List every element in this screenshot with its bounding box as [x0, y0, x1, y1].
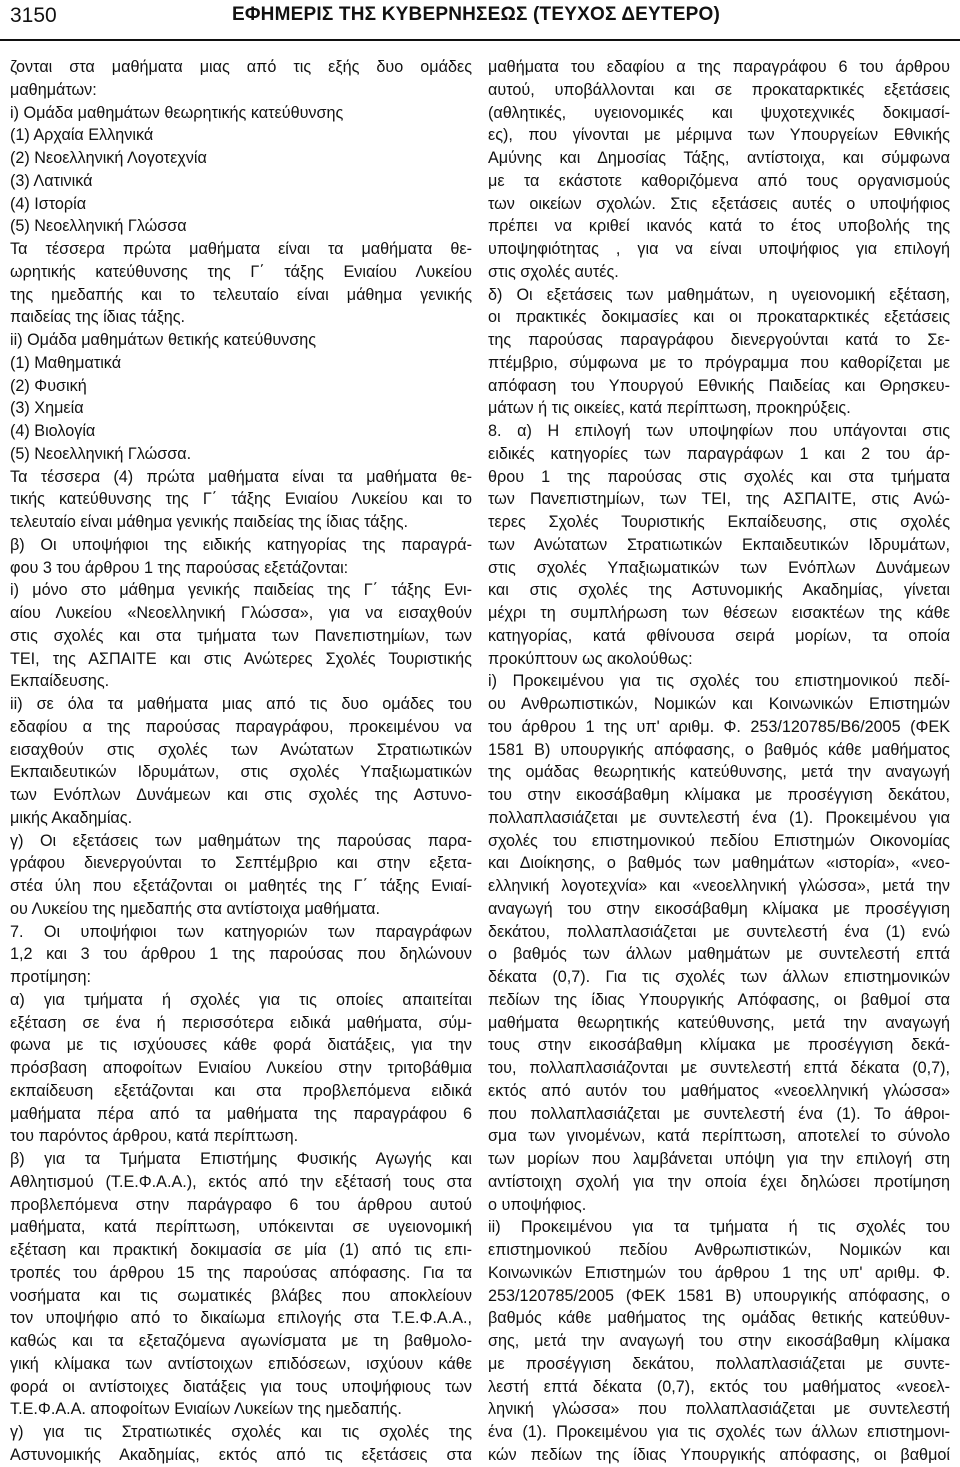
text-line: της παρούσας παραγράφου διενεργούνται κατά το Σε-: [488, 331, 950, 349]
text-line: (1) Αρχαία Ελληνικά: [10, 126, 154, 145]
text-line: παιδείας της ίδιας τάξης.: [10, 308, 186, 327]
text-line: επιστημονικού πεδίου Ανθρωπιστικών, Νομικών και: [488, 1241, 950, 1259]
text-line: (αθλητικές, υγειονομικές και ψυχοτεχνικές δοκιμασί-: [488, 103, 950, 122]
text-line: ii) Ομάδα μαθημάτων θετικής κατεύθυνσης: [10, 331, 317, 349]
text-line: ο υποψήφιος.: [488, 1195, 587, 1214]
text-line: πτέμβριο, σύμφωνα με το πρόγραμμα που καθορίζεται με: [488, 353, 950, 372]
text-line: ζονται στα μαθήματα μιας από τις εξής δυο ομάδες: [10, 58, 472, 76]
text-line: (2) Νεοελληνική Λογοτεχνία: [10, 149, 207, 167]
text-line: ειδικές κατηγορίες των παραγράφων 1 και 2 του άρ-: [488, 444, 950, 463]
text-line: ελληνική λογοτεχνία» και «νεοελληνική γλώσσα», μετά την: [488, 877, 950, 895]
text-line: γράφου διενεργούνται το Σεπτέμβριο και στην εξετα-: [10, 854, 472, 873]
text-line: του παρόντος άρθρου, κατά περίπτωση.: [10, 1127, 299, 1146]
text-line: δεκάτου, πολλαπλασιάζεται με συντελεστή ένα (1) ενώ: [488, 922, 950, 941]
text-line: ληνική γλώσσα» που πολλαπλασιάζεται με συντελεστή: [488, 1400, 950, 1419]
text-line: Αστυνομικής Ακαδημίας, εκτός από τις εξετάσεις στα: [10, 1445, 472, 1464]
text-line: ες), που γίνονται με μέριμνα των Υπουργείων Εθνικής: [488, 126, 950, 145]
text-line: (3) Λατινικά: [10, 171, 93, 190]
text-line: σμα των γινομένων, κατά περίπτωση, αποτελεί το σύνολο: [488, 1127, 950, 1146]
text-line: i) Προκειμένου για τις σχολές του επιστημονικού πεδί-: [488, 672, 950, 691]
text-line: των Ενόπλων Δυνάμεων και στις σχολές της Αστυνο-: [10, 786, 472, 804]
text-line: προτίμηση:: [10, 968, 91, 986]
text-line: αναγωγή του στην εικοσάβαθμη κλίμακα με προσέγγιση: [488, 899, 950, 918]
text-line: (1) Μαθηματικά: [10, 353, 122, 372]
text-line: φου 3 του άρθρου 1 της παρούσας εξετάζονται:: [10, 558, 349, 577]
text-line: εκτός από αυτόν του μαθήματος «νεοελληνική γλώσσα»: [488, 1081, 950, 1100]
text-line: σχολές του επιστημονικού πεδίου Επιστημών Οικονομίας: [488, 831, 950, 850]
text-line: (5) Νεοελληνική Γλώσσα: [10, 217, 187, 236]
text-line: πρέπει να κριθεί ικανός κατά το έτος υποβολής της: [488, 217, 950, 236]
text-line: 7. Οι υποψήφιοι των κατηγοριών των παραγράφων: [10, 922, 472, 941]
text-line: ii) σε όλα τα μαθήματα μιας από τις δυο ομάδες του: [10, 695, 472, 713]
text-line: του άρθρου 1 της υπ' αριθμ. Φ. 253/120785/Β6/2005 (ΦΕΚ: [488, 717, 950, 736]
text-line: ii) Προκειμένου για τα τμήματα ή τις σχολές του: [488, 1218, 950, 1237]
text-line: με τα εκάστοτε καθοριζόμενα από τους οργανισμούς: [488, 171, 950, 190]
text-line: α) για τμήματα ή σχολές για τις οποίες απαιτείται: [10, 990, 472, 1009]
text-line: τικής κατεύθυνσης της Γ΄ τάξης Ενιαίου Λυκείου και το: [10, 490, 472, 509]
text-line: αντίστοιχη σχολή για την οποία έχει δηλώσει προτίμηση: [488, 1172, 950, 1191]
text-line: αυτού, υποβάλλονται και σε προκαταρκτικές εξετάσεις: [488, 80, 950, 99]
text-line: φορά οι αντίστοιχες διατάξεις για τους υποψήφιους των: [10, 1377, 472, 1396]
text-line: κών πεδίων της ίδιας Υπουργικής απόφασης, οι βαθμοί: [488, 1445, 950, 1464]
text-line: υποψηφιότητας , για να είναι υποψήφιος για επιλογή: [488, 240, 950, 258]
text-line: στις σχολές και στα τμήματα των Πανεπιστημίων, των: [10, 626, 472, 645]
text-line: μαθήματα, κατά περίπτωση, υπόκεινται σε υγειονομική: [10, 1218, 472, 1237]
text-line: ο βαθμός των άλλων μαθημάτων με συντελεστή επτά: [488, 945, 950, 964]
text-line: στις σχολές αυτές.: [488, 262, 619, 281]
text-line: τροπές του άρθρου 15 της παρούσας απόφασης. Για τα: [10, 1263, 472, 1282]
text-line: (2) Φυσική: [10, 376, 87, 395]
text-line: πολλαπλασιάζεται με συντελεστή ένα (1). Προκειμένου για: [488, 808, 950, 827]
text-line: Εκπαίδευσης.: [10, 672, 110, 691]
text-line: ωρητικής κατεύθυνσης της Γ΄ τάξης Ενιαίου Λυκείου: [10, 262, 472, 281]
text-line: ΤΕΙ, της ΑΣΠΑΙΤΕ και στις Ανώτερες Σχολές Τουριστικής: [10, 649, 472, 668]
text-line: ένα (1). Προκειμένου για τις σχολές των άλλων επιστημονι-: [488, 1423, 950, 1441]
text-line: (5) Νεοελληνική Γλώσσα.: [10, 444, 192, 463]
text-line: Τα τέσσερα (4) πρώτα μαθήματα είναι τα μαθήματα θε-: [10, 467, 472, 486]
text-line: τον υποψήφιο από το δικαίωμα επιλογής στα Τ.Ε.Φ.Α.Α.,: [10, 1309, 472, 1328]
text-line: Αθλητισμού (Τ.Ε.Φ.Α.Α.), εκτός από την εξέτασή τους στα: [10, 1172, 472, 1191]
text-line: μαθήματα πέρα από τα μαθήματα της παραγράφου 6: [10, 1104, 472, 1123]
text-line: μέχρι τη συμπλήρωση των θέσεων εισακτέων της κάθε: [488, 604, 950, 622]
text-line: β) Οι υποψήφιοι της ειδικής κατηγορίας της παραγρά-: [10, 535, 472, 554]
text-line: καθώς και τα εξεταζόμενα αγωνίσματα με τη βαθμολο-: [10, 1332, 472, 1350]
text-line: κατηγορίας, κατά φθίνουσα σειρά μορίων, τα οποία: [488, 626, 950, 645]
text-line: σης, μετά την αναγωγή του στην εικοσάβαθμη κλίμακα: [488, 1332, 950, 1350]
text-line: μαθήματα του εδαφίου α της παραγράφου 6 του άρθρου: [488, 58, 950, 76]
text-line: Αμύνης και Δημοσίας Τάξης, αντίστοιχα, και σύμφωνα: [488, 149, 950, 167]
text-line: οι πρακτικές δοκιμασίες και οι προκαταρκτικές εξετάσεις: [488, 308, 950, 327]
text-line: με προσέγγιση δεκάτου, πολλαπλασιάζεται με συντε-: [488, 1354, 950, 1373]
text-line: β) για τα Τμήματα Επιστήμης Φυσικής Αγωγής και: [10, 1150, 472, 1168]
text-line: στις σχολές Υπαξιωματικών των Ενόπλων Δυνάμεων: [488, 558, 950, 577]
text-line: 1581 Β) υπουργικής απόφασης, ο βαθμός κάθε μαθήματος: [488, 740, 950, 759]
text-line: μάτων ή τις οικείες, κατά περίπτωση, προκηρύξεις.: [488, 399, 851, 418]
right-text-column: [488, 56, 950, 1464]
text-line: εισαχθούν στις σχολές των Ανώτατων Στρατιωτικών: [10, 740, 472, 759]
text-line: μαθημάτων:: [10, 80, 97, 99]
text-line: του, πολλαπλασιάζονται με συντελεστή επτά δέκατα (0,7),: [488, 1059, 950, 1077]
text-line: τερες Σχολές Τουριστικής Εκπαίδευσης, στις σχολές: [488, 513, 950, 531]
text-line: μικής Ακαδημίας.: [10, 808, 133, 827]
text-line: της ημεδαπής και το τελευταίο είναι μάθημα γενικής: [10, 285, 472, 304]
text-line: φωνα με τις ισχύουσες κάθε φορά διατάξεις, για την: [10, 1036, 472, 1055]
text-line: Εκπαιδευτικών Ιδρυμάτων, στις σχολές Υπαξιωματικών: [10, 763, 472, 782]
text-line: εξέταση και πρακτική δοκιμασία σε μία (1) από τις επι-: [10, 1241, 472, 1259]
text-line: i) Ομάδα μαθημάτων θεωρητικής κατεύθυνσης: [10, 103, 344, 122]
text-line: μαθήματα θεωρητικής κατεύθυνσης, μετά την αναγωγή: [488, 1013, 950, 1032]
text-line: που πολλαπλασιάζεται με συντελεστή ένα (1). Το άθροι-: [488, 1104, 950, 1123]
text-line: πεδίων της ίδιας Υπουργικής Απόφασης, οι βαθμοί στα: [488, 990, 950, 1009]
text-line: εδαφίου α της παρούσας παραγράφου, προκειμένου να: [10, 717, 472, 736]
text-line: θρου 1 της παρούσας στις σχολές και στα τμήματα: [488, 467, 950, 486]
text-line: λεστή επτά δέκατα (0,7), εκτός του μαθήματος «νεοελ-: [488, 1377, 950, 1396]
text-line: γ) Οι εξετάσεις των μαθημάτων της παρούσας παρα-: [10, 831, 472, 850]
text-line: Τα τέσσερα πρώτα μαθήματα είναι τα μαθήματα θε-: [10, 240, 472, 258]
text-line: της ομάδας θεωρητικής κατεύθυνσης, μετά την αναγωγή: [488, 763, 950, 782]
text-line: στέα ύλη που εξετάζονται οι μαθητές της Γ΄ τάξης Ενιαί-: [10, 877, 472, 895]
text-line: του στην εικοσάβαθμη κλίμακα με προσέγγιση δεκάτου,: [488, 786, 950, 804]
text-line: των οικείων σχολών. Στις εξετάσεις αυτές ο υποψήφιος: [488, 194, 950, 213]
text-line: των μορίων που λαμβάνεται υπόψη για την επιλογή στη: [488, 1150, 950, 1168]
text-line: νοσήματα και τις σωματικές βλάβες που αποκλείουν: [10, 1286, 472, 1305]
text-line: των Ανώτατων Στρατιωτικών Εκπαιδευτικών Ιδρυμάτων,: [488, 535, 950, 554]
text-line: 253/120785/2005 (ΦΕΚ 1581 Β) υπουργικής απόφασης, ο: [488, 1286, 950, 1305]
text-line: και στις σχολές της Αστυνομικής Ακαδημίας, γίνεται: [488, 581, 950, 600]
text-line: Κοινωνικών Επιστημών του άρθρου 1 της υπ' αριθμ. Φ.: [488, 1263, 950, 1282]
text-line: (3) Χημεία: [10, 399, 84, 418]
text-line: δ) Οι εξετάσεις των μαθημάτων, η υγειονομική εξέταση,: [488, 285, 950, 304]
journal-title: ΕΦΗΜΕΡΙΣ ΤΗΣ ΚΥΒΕΡΝΗΣΕΩΣ (ΤΕΥΧΟΣ ΔΕΥΤΕΡΟ): [232, 4, 720, 25]
left-text-column: [10, 56, 472, 1464]
text-line: Τ.Ε.Φ.Α.Α. αποφοίτων Ενιαίων Λυκείων της ημεδαπής.: [10, 1400, 402, 1419]
text-line: εκπαίδευση εξετάζονται και στα προβλεπόμενα ειδικά: [10, 1081, 472, 1100]
text-line: 1,2 και 3 του άρθρου 1 της παρούσας που δηλώνουν: [10, 945, 472, 964]
page-header: [0, 0, 960, 40]
text-line: γική κλίμακα των αντίστοιχων επιδόσεων, ισχύουν κάθε: [10, 1354, 472, 1373]
header-rule: [0, 39, 960, 41]
text-line: γ) για τις Στρατιωτικές σχολές και τις σχολές της: [10, 1423, 472, 1441]
text-line: βαθμός κάθε μαθήματος της ομάδας θετικής κατεύθυν-: [488, 1309, 950, 1328]
text-line: απόφαση του Υπουργού Εθνικής Παιδείας και Θρησκευ-: [488, 376, 950, 395]
text-line: προβλεπόμενα στην παράγραφο 6 του άρθρου αυτού: [10, 1195, 472, 1214]
text-line: εξέταση σε ένα ή περισσότερα ειδικά μαθήματα, σύμ-: [10, 1013, 472, 1032]
text-line: προκύπτουν ως ακολούθως:: [488, 649, 693, 668]
text-line: πρόσβαση αποφοίτων Ενιαίου Λυκείου στην τριτοβάθμια: [10, 1059, 472, 1077]
text-line: ου Ανθρωπιστικών, Νομικών και Κοινωνικών Επιστημών: [488, 695, 950, 713]
text-line: αίου Λυκείου «Νεοελληνική Γλώσσα», για να εισαχθούν: [10, 604, 472, 622]
text-line: (4) Βιολογία: [10, 422, 96, 440]
text-line: i) μόνο στο μάθημα γενικής παιδείας της Γ΄ τάξης Ενι-: [10, 581, 472, 600]
text-line: των Πανεπιστημίων, των ΤΕΙ, της ΑΣΠΑΙΤΕ, στις Ανώ-: [488, 490, 950, 509]
text-line: τους στην εικοσάβαθμη κλίμακα με προσέγγιση δεκά-: [488, 1036, 950, 1055]
text-line: 8. α) Η επιλογή των υποψηφίων που υπάγονται στις: [488, 422, 950, 440]
text-line: τελευταίο είναι μάθημα γενικής παιδείας της ίδιας τάξης.: [10, 513, 409, 531]
text-line: και Διοίκησης, ο βαθμός των μαθημάτων «ιστορία», «νεο-: [488, 854, 950, 873]
text-line: ου Λυκείου της ημεδαπής στα αντίστοιχα μαθήματα.: [10, 899, 380, 918]
text-line: δέκατα (0,7). Για τις σχολές των άλλων επιστημονικών: [488, 968, 950, 986]
text-line: (4) Ιστορία: [10, 194, 87, 213]
page-number: 3150: [10, 4, 57, 27]
